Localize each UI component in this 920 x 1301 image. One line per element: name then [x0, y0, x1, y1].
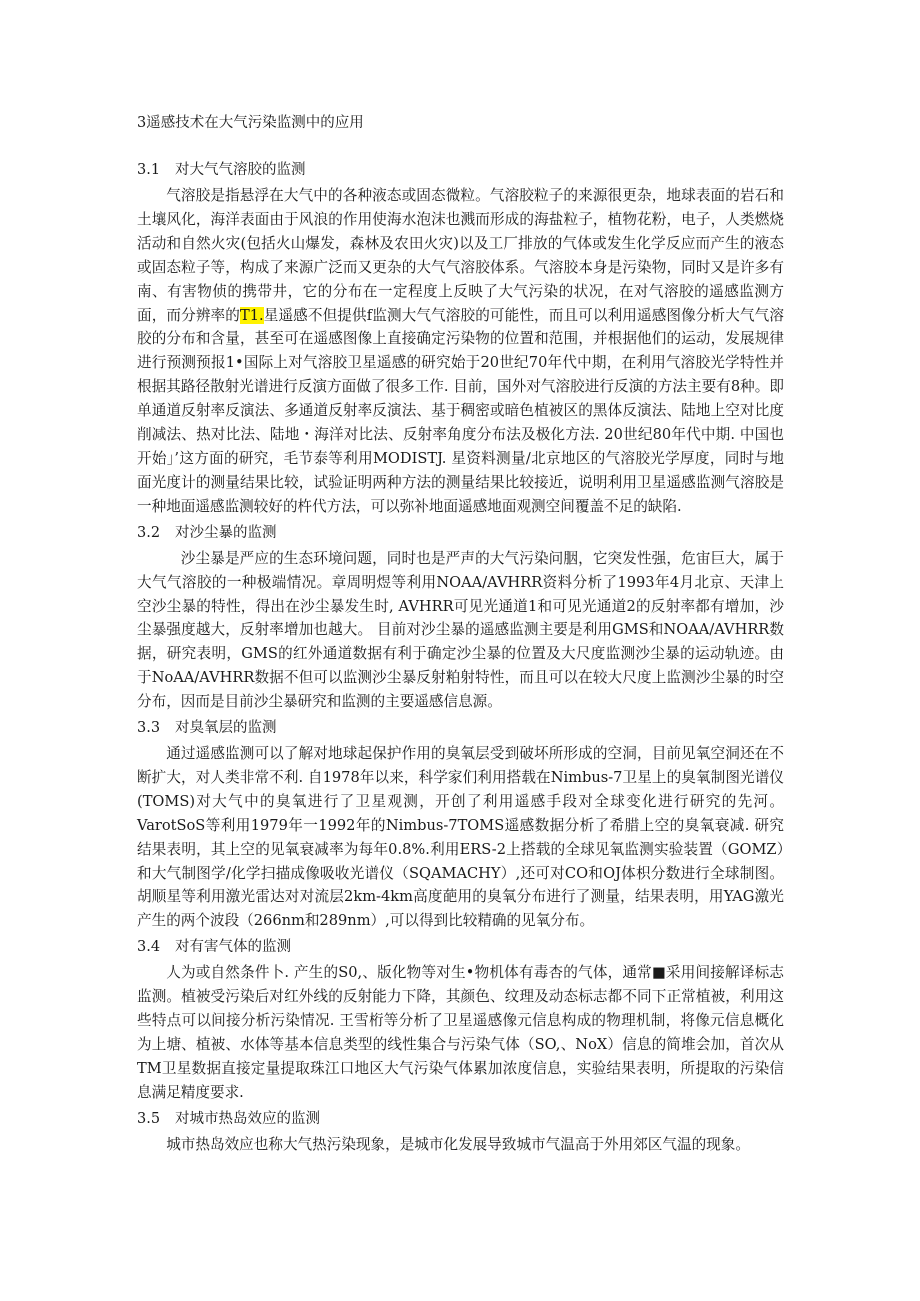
section-3-1: [137, 160, 784, 519]
section-3-2: [137, 523, 784, 714]
section-title: 对有害气体的监测: [175, 939, 291, 956]
section-paragraph: [137, 184, 784, 519]
section-paragraph: 城市热岛效应也称大气热污染现象，是城市化发展导致城市气温高于外用郊区气温的现象。: [166, 1135, 750, 1153]
section-number: 3.2: [137, 524, 161, 541]
section-paragraph: 沙尘暴是严应的生态环境问题，同时也是严声的大气污染问胭，它突发性强，危宙巨大，属于大气气溶胶的一种极端情况。章周明煜等利用NOAA/AVHRR资料分析了1993年4月北京、天津上空沙尘暴的特性，得出在沙尘暴发生时, AVHRR可见光通道1和可见光通道2的反射率都有增加，沙尘暴强度越大，反射率增加也越大。 目前对沙尘暴的遥感监测主要是利用GMS和NOAA/AVHRR数据，研究表明，GMS的红外通道数据有利于确定沙尘暴的位置及大尺度监测沙尘暴的运动轨迹。由于NoAA/AVHRR数据不但可以监测沙尘暴反射粕射特性，而且可以在较大尺度上监测沙尘暴的时空分布，因而是目前沙尘暴研究和监测的主要遥感信息源。: [137, 549, 784, 711]
document-body: [137, 160, 784, 1161]
section-title: 对沙尘暴的监测: [175, 524, 277, 541]
paragraph-text: 星遥感不但提供f监测大气气溶胶的可能性，而且可以利用遥感图像分析大气气溶胶的分布和含量，甚至可在遥感图像上直接确定污染物的位置和范围，并根据他们的运动，发展规律进行预测预报1•国际上对气溶胶卫星遥感的研究始于20世纪70年代中期，在利用气溶胶光学特性并根据其路径散射光谱进行反演方面做了很多工作. 目前，国外对气溶胶进行反演的方法主要有8种。即单通道反射率反演法、多通道反射率反演法、基于稠密或暗色植被区的黑体反演法、陆地上空对比度削减法、热对比法、陆地・海洋对比法、反射率角度分布法及极化方法. 20世纪80年代中期. 中国也开始」’这方面的研究，毛节泰等利用MODISTJ. 星资料测量/北京地区的气溶胶光学厚度，同时与地面光度计的测量结果比较，试验证明两种方法的测量结果比较接近，说明利用卫星遥感监测气溶胶是一种地面遥感监测较好的杵代方法，可以弥补地面遥感地面观测空间覆盖不足的缺陷.: [137, 306, 784, 515]
document-title: 3遥感技术在大气污染监测中的应用: [137, 115, 364, 131]
section-3-5: [137, 1109, 784, 1157]
section-3-4: [137, 937, 784, 1104]
section-paragraph: 人为或自然条件卜. 产生的S0,、版化物等对生•物机体有毒杏的气体，通常■采用间接解译标志监测。植被受污染后对红外线的反射能力下降，其颜色、纹理及动态标志都不同下正常植被，利用这些特点可以间接分析污染情况. 王雪桁等分析了卫星遥感像元信息构成的物理机制，将像元信息概化为上塘、植被、水体等基本信息类型的线性集合与污染气体（SO,、NoX）信息的简堆会加，首次从TM卫星数据直接定量提取珠江口地区大气污染气体累加浓度信息，实验结果表明，所提取的污染信息满足精度要求.: [137, 964, 784, 1101]
highlighted-text: T1.: [239, 306, 264, 324]
section-title: 对大气气溶胶的监测: [175, 162, 306, 178]
section-heading: [137, 718, 784, 738]
section-heading: [137, 1109, 784, 1129]
section-number: 3.1: [137, 162, 161, 178]
section-number: 3.4: [137, 939, 161, 956]
section-number: 3.5: [137, 1110, 161, 1127]
section-number: 3.3: [137, 720, 161, 737]
section-heading: [137, 160, 784, 180]
section-title: 对臭氧层的监测: [175, 720, 277, 737]
paragraph-text: 气溶胶是指悬浮在大气中的各种液态或固态微粒。气溶胶粒子的来源很更杂，地球表面的岩石和土壤风化，海洋表面由于风浪的作用使海水泡沫也溅而形成的海盐粒子，植物花粉，电子，人类燃烧活动和自然火灾(包括火山爆发，森林及农田火灾)以及工厂排放的气体或发生化学反应而产生的液态或固态粒子等，构成了来源广泛而又更杂的大气气溶胶体系。气溶胶本身是污染物，同时又是许多有南、有害物侦的携带井，它的分布在一定程度上反映了大气污染的状况，在对气溶胶的遥感监测方面，而分辨率的: [137, 187, 784, 324]
section-title: 对城市热岛效应的监测: [175, 1110, 320, 1127]
section-heading: [137, 937, 784, 957]
section-paragraph: 通过遥感监测可以了解对地球起保护作用的臭氧层受到破坏所形成的空洞，目前见氧空洞还在不断扩大，对人类非常不利. 自1978年以来，科学家们利用搭载在Nimbus-7卫星上的臭氧制图光谱仪(TOMS)对大气中的臭氧进行了卫星观测，开创了利用遥感手段对全球变化进行研究的先河。VarotSoS等利用1979年一1992年的Nimbus-7TOMS遥感数据分析了希腊上空的臭氧衰减. 研究结果表明，其上空的见氧衰减率为每年0.8%.利用ERS-2上搭载的全球见氧监测实验装置（GOMZ）和大气制图学/化学扫描成像吸收光谱仪（SQAMACHY）,还可对CO和OJ体枳分数进行全球制图。胡顺星等利用激光雷达对对流层2km-4km高度葩用的臭氧分布进行了测量，结果表明，用YAG激光产生的两个波段（266nm和289nm）,可以得到比较精确的见氧分布。: [137, 745, 784, 930]
section-3-3: [137, 718, 784, 933]
section-heading: [137, 523, 784, 543]
